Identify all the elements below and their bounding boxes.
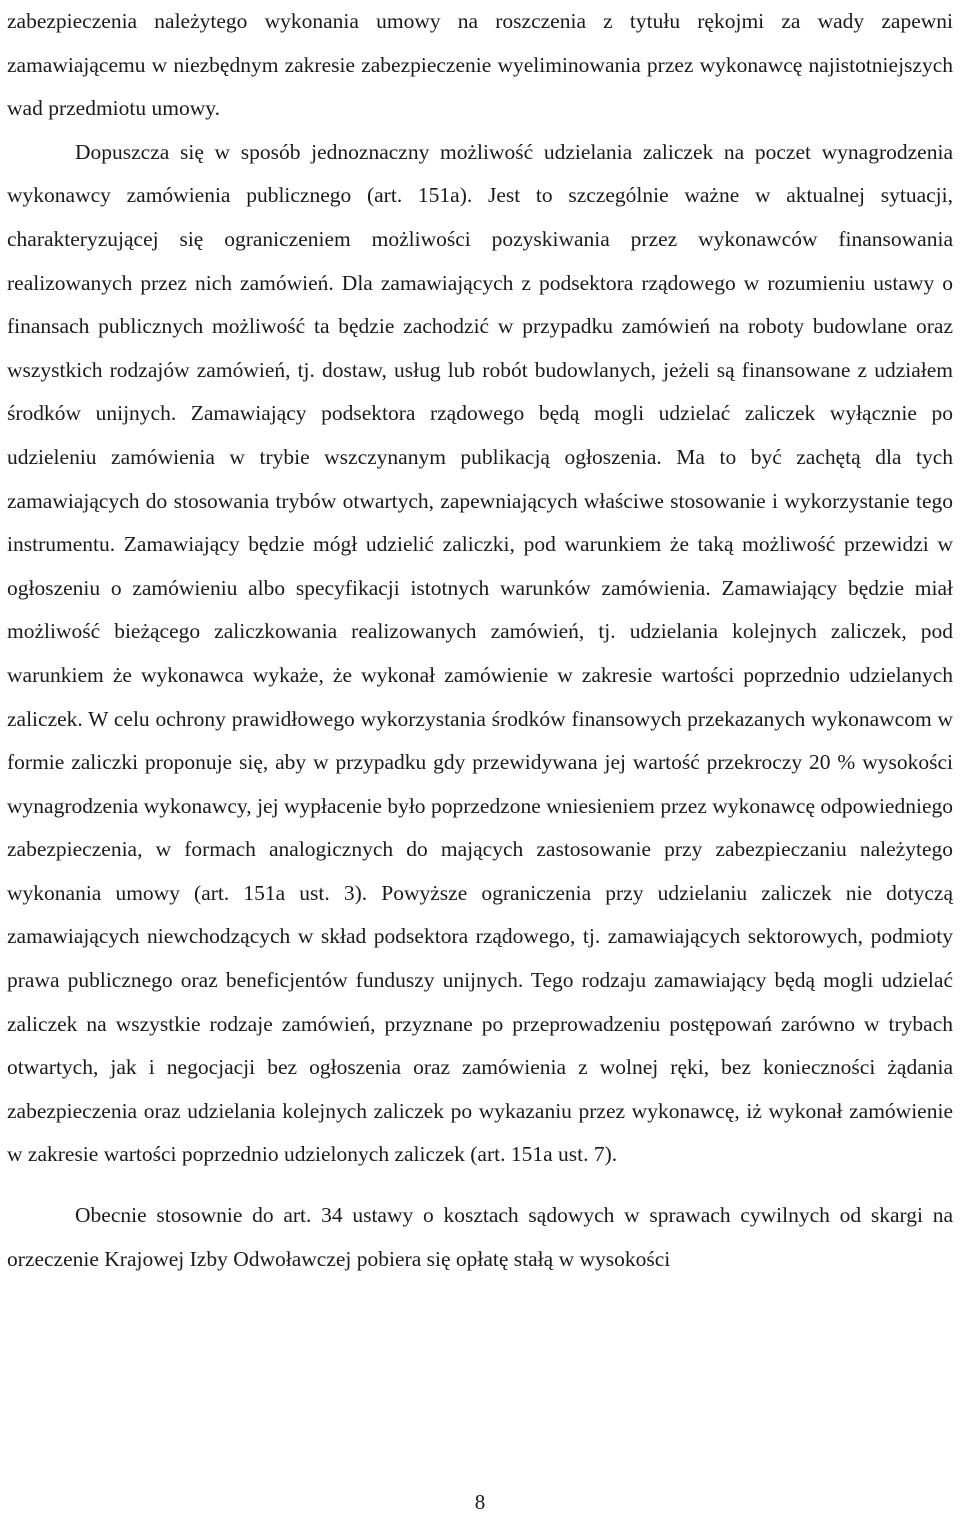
page-number: 8 [474,1490,486,1514]
paragraph-court-fees: Obecnie stosownie do art. 34 ustawy o kosztach sądowych w sprawach cywilnych od skargi na orzeczenie Krajowej Izby Odwoławczej pobiera się opłatę stałą w wysokości [7,1203,953,1271]
paragraph-advance-payments: Dopuszcza się w sposób jednoznaczny możliwość udzielania zaliczek na poczet wynagrodzenia wykonawcy zamówienia publicznego (art. 151a). Jest to szczególnie ważne w aktualnej sytuacji, charakteryzującej się ograniczeniem możliwości pozyskiwania przez wykonawców finansowania realizowanych przez nich zamówień. Dla zamawiających z podsektora rządowego w rozumieniu ustawy o finansach publicznych możliwość ta będzie zachodzić w przypadku zamówień na roboty budowlane oraz wszystkich rodzajów zamówień, tj. dostaw, usług lub robót budowlanych, jeżeli są finansowane z udziałem środków unijnych. Zamawiający podsektora rządowego będą mogli udzielać zaliczek wyłącznie po udzieleniu zamówienia w trybie wszczynanym publikacją ogłoszenia. Ma to być zachętą dla tych zamawiających do stosowania trybów otwartych, zapewniających właściwe stosowanie i wykorzystanie tego instrumentu. Zamawiający będzie mógł udzielić zaliczki, pod warunkiem że taką możliwość przewidzi w ogłoszeniu o zamówieniu albo specyfikacji istotnych warunków zamówienia. Zamawiający będzie miał możliwość bieżącego zaliczkowania realizowanych zamówień, tj. udzielania kolejnych zaliczek, pod warunkiem że wykonawca wykaże, że wykonał zamówienie w zakresie wartości poprzednio udzielanych zaliczek. W celu ochrony prawidłowego wykorzystania środków finansowych przekazanych wykonawcom w formie zaliczki proponuje się, aby w przypadku gdy przewidywana jej wartość przekroczy 20 % wysokości wynagrodzenia wykonawcy, jej wypłacenie było poprzedzone wniesieniem przez wykonawcę odpowiedniego zabezpieczenia, w formach analogicznych do mających zastosowanie przy zabezpieczaniu należytego wykonania umowy (art. 151a ust. 3). Powyższe ograniczenia przy udzielaniu zaliczek nie dotyczą zamawiających niewchodzących w skład podsektora rządowego, tj. zamawiających sektorowych, podmioty prawa publicznego oraz beneficjentów funduszy unijnych. Tego rodzaju zamawiający będą mogli udzielać zaliczek na wszystkie rodzaje zamówień, przyznane po przeprowadzeniu postępowań zarówno w trybach otwartych, jak i negocjacji bez ogłoszenia oraz zamówienia z wolnej ręki, bez konieczności żądania zabezpieczenia oraz udzielania kolejnych zaliczek po wykazaniu przez wykonawcę, iż wykonał zamówienie w zakresie wartości poprzednio udzielonych zaliczek (art. 151a ust. 7). [7,139,953,1167]
paragraph-continuation: zabezpieczenia należytego wykonania umowy na roszczenia z tytułu rękojmi za wady zapewni zamawiającemu w niezbędnym zakresie zabezpieczenie wyeliminowania przez wykonawcę najistotniejszych wad przedmiotu umowy. [7,9,953,121]
document-body [7,0,953,1281]
